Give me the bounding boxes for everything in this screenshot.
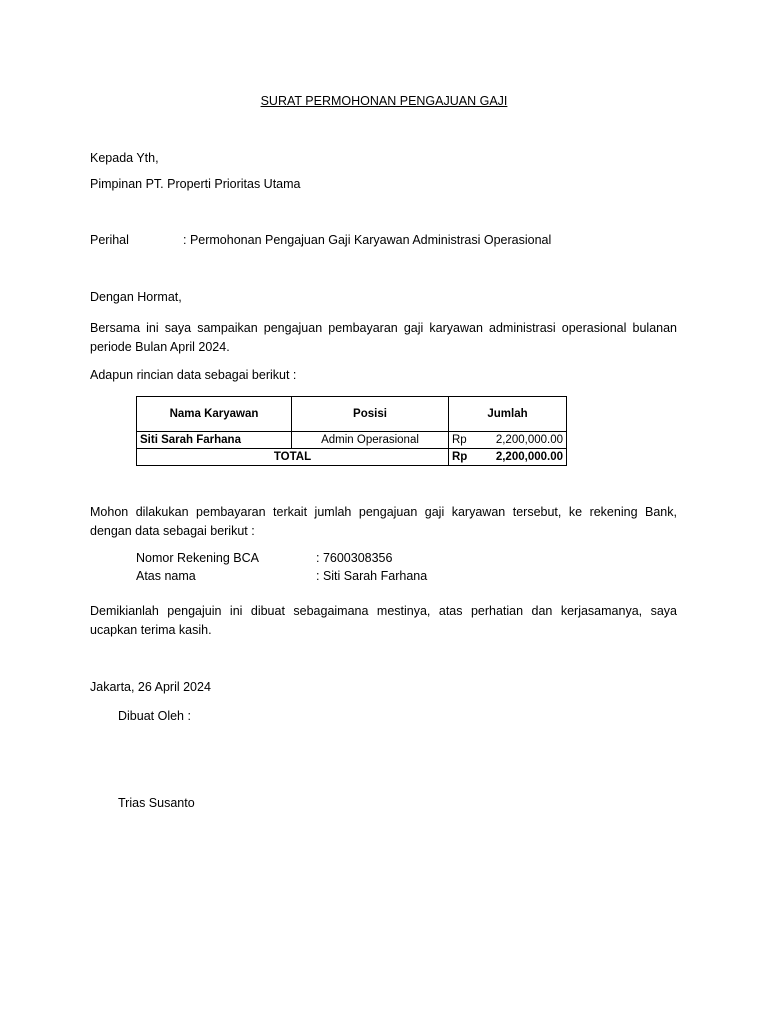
- place-date: Jakarta, 26 April 2024: [90, 680, 211, 694]
- header-name: Nama Karyawan: [137, 397, 292, 432]
- header-amount: Jumlah: [449, 397, 567, 432]
- bank-account-label: Nomor Rekening BCA: [136, 551, 259, 565]
- signer-name: Trias Susanto: [118, 796, 195, 810]
- row-amount: 2,200,000.00: [485, 432, 567, 449]
- bank-name-label: Atas nama: [136, 569, 196, 583]
- recipient-line-2: Pimpinan PT. Properti Prioritas Utama: [90, 177, 301, 191]
- row-currency: Rp: [449, 432, 486, 449]
- letter-title: SURAT PERMOHONAN PENGAJUAN GAJI: [260, 94, 508, 108]
- table-total-row: [137, 449, 567, 466]
- subject-label: Perihal: [90, 233, 129, 247]
- greeting: Dengan Hormat,: [90, 290, 182, 304]
- payment-paragraph: Mohon dilakukan pembayaran terkait jumlah pengajuan gaji karyawan tersebut, ke rekening Bank, dengan data sebagai berikut :: [90, 505, 677, 538]
- subject-value: : Permohonan Pengajuan Gaji Karyawan Administrasi Operasional: [183, 233, 552, 247]
- made-by-label: Dibuat Oleh :: [118, 709, 191, 723]
- bank-name-value: : Siti Sarah Farhana: [316, 569, 428, 583]
- bank-account-value: : 7600308356: [316, 551, 393, 565]
- total-amount: 2,200,000.00: [485, 449, 567, 466]
- table-header-row: [137, 397, 567, 432]
- row-name: Siti Sarah Farhana: [137, 432, 292, 449]
- row-position: Admin Operasional: [292, 432, 449, 449]
- intro-paragraph: Bersama ini saya sampaikan pengajuan pembayaran gaji karyawan administrasi operasional bulanan periode Bulan April 2024.: [90, 321, 677, 354]
- detail-intro: Adapun rincian data sebagai berikut :: [90, 368, 297, 382]
- salary-table: [136, 396, 567, 466]
- closing-paragraph: Demikianlah pengajuin ini dibuat sebagaimana mestinya, atas perhatian dan kerjasamanya, saya ucapkan terima kasih.: [90, 604, 677, 637]
- total-label: TOTAL: [137, 449, 449, 466]
- table-row: [137, 432, 567, 449]
- header-position: Posisi: [292, 397, 449, 432]
- recipient-line-1: Kepada Yth,: [90, 151, 159, 165]
- total-currency: Rp: [449, 449, 486, 466]
